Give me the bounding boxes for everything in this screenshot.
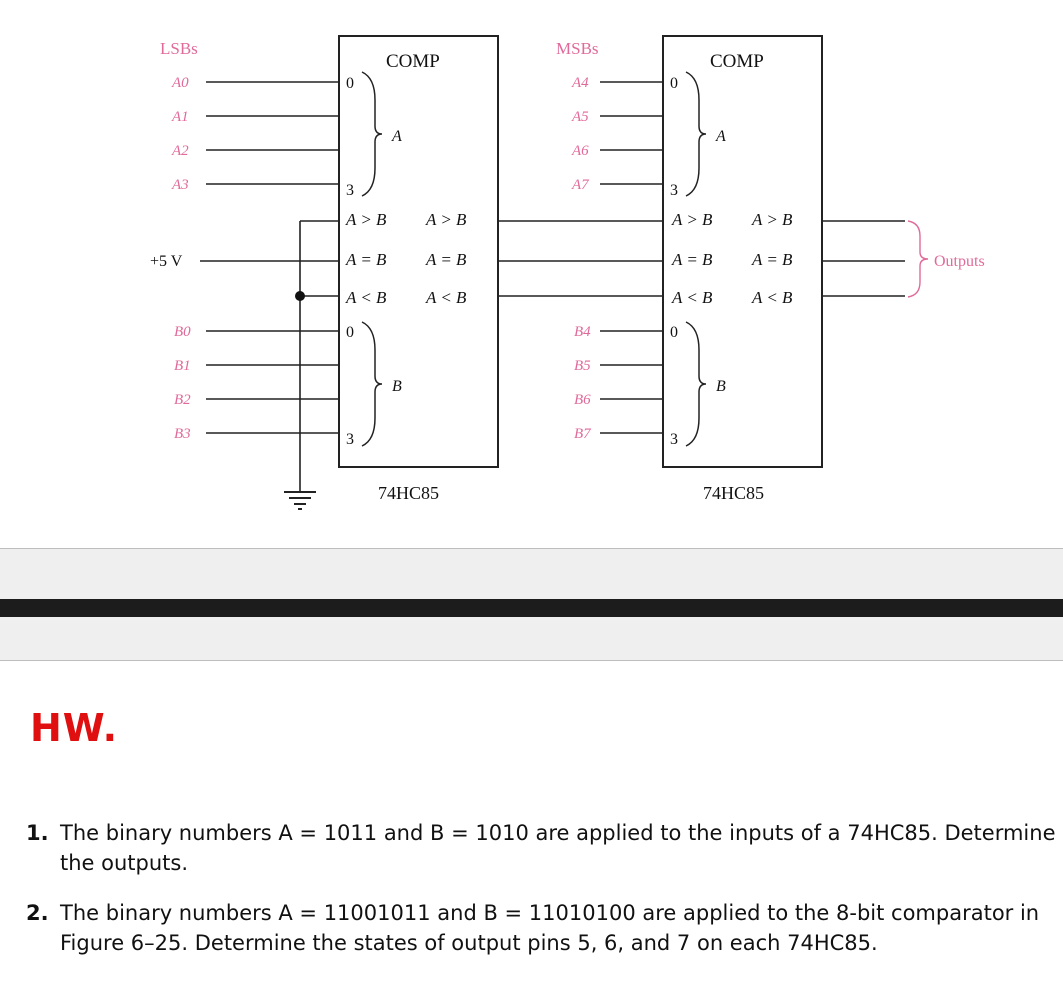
right-a-pin-first: 0: [670, 75, 678, 92]
msbs-label: MSBs: [556, 39, 599, 58]
supply-label: +5 V: [150, 253, 183, 270]
question-1-text: The binary numbers A = 1011 and B = 1010 are applied to the inputs of a 74HC85. Determine the outputs.: [60, 821, 1056, 875]
input-label-a1: A1: [172, 109, 189, 125]
left-chip-title: COMP: [386, 51, 440, 72]
right-group-b-label: B: [716, 378, 726, 395]
input-label-a0: A0: [172, 75, 189, 91]
left-cascade-in-lt: A < B: [346, 288, 387, 307]
right-chip-title: COMP: [710, 51, 764, 72]
left-cascade-in-eq: A = B: [346, 250, 387, 269]
right-cascade-in-eq: A = B: [672, 250, 713, 269]
lsbs-label: LSBs: [160, 39, 198, 58]
right-b-pin-first: 0: [670, 324, 678, 341]
left-a-inputs: [171, 75, 339, 193]
black-band: [0, 599, 1063, 617]
right-b-pin-last: 3: [670, 431, 678, 448]
input-label-a2: A2: [172, 143, 189, 159]
right-a-pin-last: 3: [670, 182, 678, 199]
separator-line-bottom: [0, 660, 1063, 661]
right-chip-part-number: 74HC85: [703, 483, 765, 503]
question-2-text: The binary numbers A = 11001011 and B = 11010100 are applied to the 8-bit comparator in Figure 6–25. Determine the states of output pins 5, 6, and 7 on each 74HC85.: [60, 901, 1040, 955]
left-group-b-label: B: [392, 378, 402, 395]
right-b-inputs: [574, 324, 663, 442]
input-label-a3: A3: [172, 177, 189, 193]
left-a-pin-last: 3: [346, 182, 354, 199]
right-group-a-label: A: [716, 128, 726, 145]
left-a-pin-first: 0: [346, 75, 354, 92]
question-1-number: 1.: [26, 821, 49, 845]
gray-band-lower: [0, 617, 1063, 660]
junction-dot: [295, 291, 305, 301]
right-cascade-in-gt: A > B: [672, 210, 713, 229]
left-b-pin-first: 0: [346, 324, 354, 341]
input-label-a7: A7: [572, 177, 589, 193]
left-chip-part-number: 74HC85: [378, 483, 440, 503]
left-cascade-out-eq: A = B: [426, 250, 467, 269]
left-cascade-in-gt: A > B: [346, 210, 387, 229]
right-cascade-out-gt: A > B: [752, 210, 793, 229]
ground-symbol: [284, 492, 316, 509]
outputs-label: Outputs: [934, 253, 985, 270]
homework-title: HW.: [30, 706, 119, 750]
input-label-b2: B2: [174, 392, 191, 408]
question-1: [26, 818, 1056, 878]
right-a-inputs: [571, 75, 663, 193]
input-label-b3: B3: [174, 426, 191, 442]
input-label-b4: B4: [574, 324, 591, 340]
question-2: [26, 898, 1056, 958]
outputs-brace: [908, 221, 928, 297]
question-2-number: 2.: [26, 901, 49, 925]
right-cascade-out-lt: A < B: [752, 288, 793, 307]
input-label-a5: A5: [572, 109, 589, 125]
input-label-b7: B7: [574, 426, 591, 442]
left-group-a-label: A: [392, 128, 402, 145]
left-cascade-out-lt: A < B: [426, 288, 467, 307]
input-label-b6: B6: [574, 392, 591, 408]
gray-band-upper: [0, 549, 1063, 599]
input-label-b0: B0: [174, 324, 191, 340]
left-cascade-out-gt: A > B: [426, 210, 467, 229]
input-label-a4: A4: [572, 75, 589, 91]
left-b-pin-last: 3: [346, 431, 354, 448]
input-label-b5: B5: [574, 358, 591, 374]
left-b-inputs: [174, 324, 339, 442]
input-label-a6: A6: [572, 143, 589, 159]
input-label-b1: B1: [174, 358, 191, 374]
right-cascade-out-eq: A = B: [752, 250, 793, 269]
right-cascade-in-lt: A < B: [672, 288, 713, 307]
